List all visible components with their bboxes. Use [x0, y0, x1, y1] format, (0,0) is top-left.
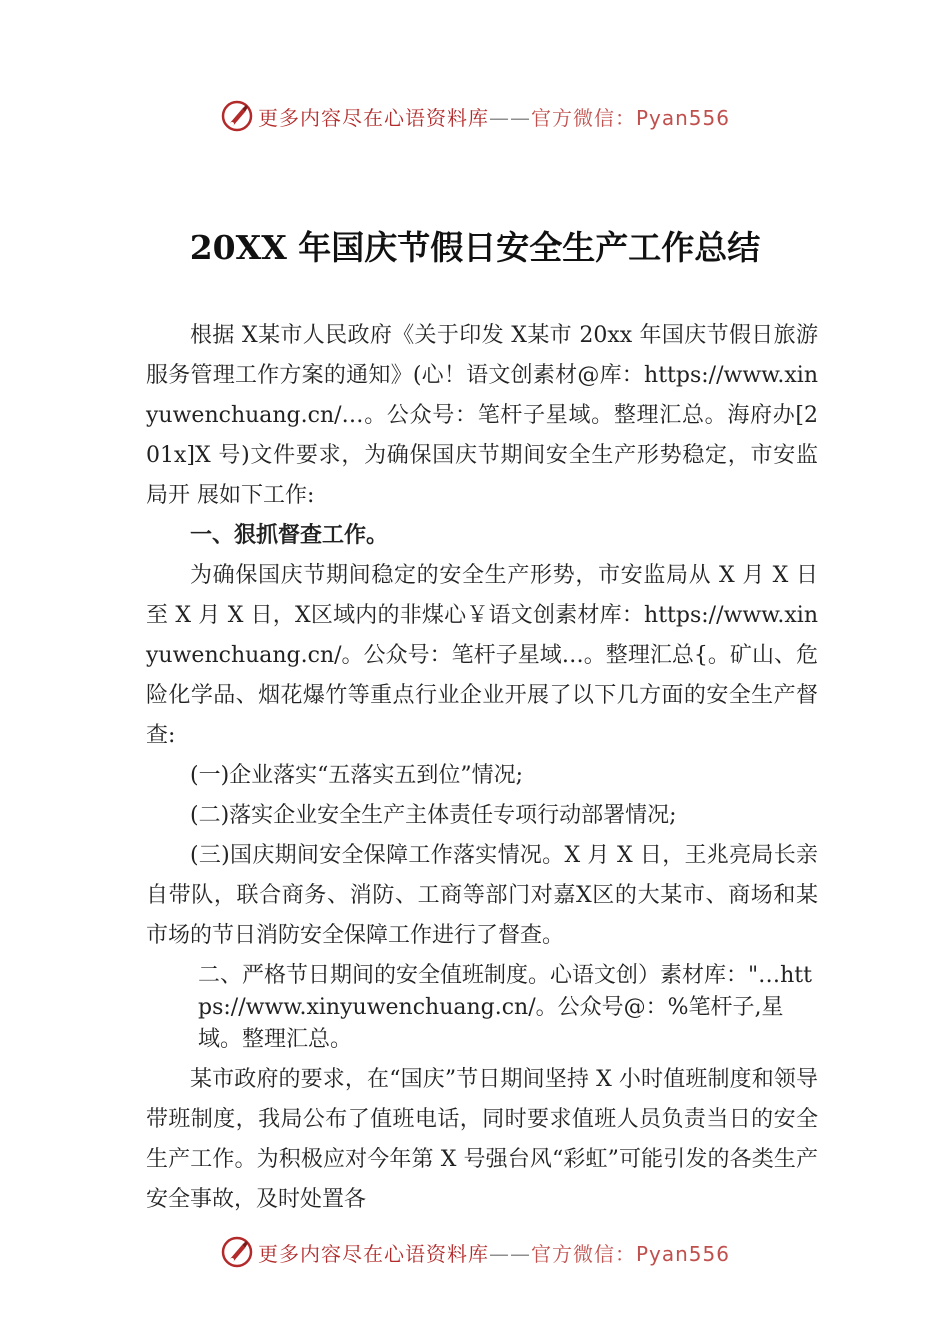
- header-banner: [0, 96, 950, 136]
- paragraph-duty: 某市政府的要求，在“国庆”节日期间坚持 X 小时值班制度和领导带班制度，我局公布了值班电话，同时要求值班人员负责当日的安全生产工作。为积极应对今年第 X 号强台风“彩虹”可能引发的各类生产安全事故，及时处置各: [146, 1067, 818, 1212]
- banner-text: [258, 102, 730, 131]
- section-heading-2: 二、严格节日期间的安全值班制度。心语文创）素材库："…https://www.xinyuwenchuang.cn/。公众号@：%笔杆子,星域。整理汇总。: [198, 963, 812, 1052]
- paragraph-inspection: 为确保国庆节期间稳定的安全生产形势，市安监局从 X 月 X 日至 X 月 X 日，X区域内的非煤心￥语文创素材库：https://www.xinyuwenchuang.cn/。公众号：笔杆子星域…。整理汇总{。矿山、危险化学品、烟花爆竹等重点行业企业开展了以下几方面的安全生产督查:: [146, 563, 818, 748]
- paragraph-intro: 根据 X某市人民政府《关于印发 X某市 20xx 年国庆节假日旅游服务管理工作方案的通知》(心！语文创素材@库：https://www.xinyuwenchuang.cn/…。公众号：笔杆子星域。整理汇总。海府办[201x]X 号)文件要求，为确保国庆节期间安全生产形势稳定，市安监局开 展如下工作:: [146, 323, 818, 508]
- section-heading-1: 一、狠抓督查工作。: [190, 523, 389, 548]
- banner-text: [258, 1238, 730, 1267]
- banner-separator: ——: [488, 105, 531, 130]
- footer-banner: [0, 1232, 950, 1272]
- banner-main: 更多内容尽在心语资料库: [257, 1241, 489, 1266]
- list-item-2: (二)落实企业安全生产主体责任专项行动部署情况;: [190, 803, 677, 828]
- list-item-3: (三)国庆期间安全保障工作落实情况。X 月 X 日，王兆亮局长亲自带队，联合商务、消防、工商等部门对嘉X区的大某市、商场和某市场的节日消防安全保障工作进行了督查。: [146, 843, 818, 948]
- pen-nib-logo-icon: [220, 1235, 254, 1269]
- list-item-1: (一)企业落实“五落实五到位”情况;: [190, 763, 524, 788]
- pen-nib-logo-icon: [220, 99, 254, 133]
- banner-wechat: 官方微信：Pyan556: [530, 1241, 730, 1266]
- banner-main: 更多内容尽在心语资料库: [257, 105, 489, 130]
- banner-separator: ——: [488, 1241, 531, 1266]
- banner-wechat: 官方微信：Pyan556: [530, 105, 730, 130]
- document-title: 20XX 年国庆节假日安全生产工作总结: [189, 228, 761, 267]
- document-body: [146, 316, 818, 1220]
